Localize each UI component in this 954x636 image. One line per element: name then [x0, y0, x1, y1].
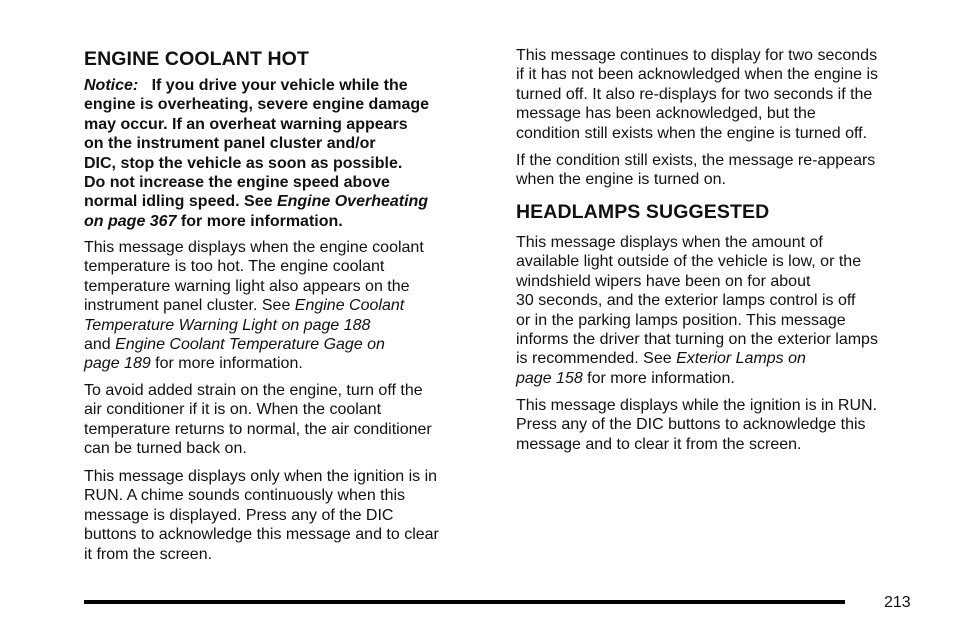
text-line: it from the screen. [84, 545, 213, 563]
cross-reference-link[interactable]: page 189 [84, 355, 151, 373]
notice-block [84, 76, 429, 231]
text-line: temperature returns to normal, the air conditioner [84, 420, 432, 438]
section-heading-headlamps-suggested: HEADLAMPS SUGGESTED [516, 201, 770, 223]
paragraph-ignition-chime [84, 467, 439, 564]
text-line: buttons to acknowledge this message and to clear [84, 526, 439, 544]
paragraph-headlamps-ignition [516, 396, 877, 454]
text-line: message has been acknowledged, but the [516, 105, 816, 123]
page-number: 213 [884, 594, 911, 611]
text-line: 30 seconds, and the exterior lamps control is off [516, 292, 856, 310]
text-line: and [84, 336, 116, 354]
text-line: turned off. It also re-displays for two seconds if the [516, 85, 873, 103]
text-line: message and to clear it from the screen. [516, 435, 802, 453]
text-line: To avoid added strain on the engine, turn off the [84, 382, 423, 399]
notice-label: Notice: [84, 77, 139, 94]
text-line: This message displays when the amount of [516, 234, 823, 251]
text-line: windshield wipers have been on for about [516, 272, 811, 290]
text-line: This message continues to display for two seconds [516, 47, 878, 64]
notice-line: engine is overheating, severe engine damage [84, 96, 430, 114]
notice-line: Do not increase the engine speed above [84, 174, 390, 192]
paragraph-air-conditioner [84, 381, 432, 459]
cross-reference-link[interactable]: Engine Coolant [294, 297, 405, 315]
cross-reference-link[interactable]: Exterior Lamps on [676, 350, 806, 368]
text-line: This message displays only when the ignition is in [84, 468, 438, 485]
notice-line: for more information. [176, 212, 343, 230]
text-line: is recommended. See [516, 350, 677, 368]
cross-reference-link[interactable]: Engine Overheating [276, 193, 429, 211]
text-line: condition still exists when the engine is turned off. [516, 124, 868, 142]
footer-rule [84, 600, 845, 604]
notice-line: If you drive your vehicle while the [151, 77, 408, 94]
text-line: RUN. A chime sounds continuously when this [84, 487, 406, 505]
cross-reference-link[interactable]: page 158 [516, 369, 583, 387]
notice-line: normal idling speed. See [84, 193, 277, 211]
cross-reference-link[interactable]: Engine Coolant Temperature Gage on [115, 336, 385, 354]
text-line: informs the driver that turning on the exterior lamps [516, 331, 878, 349]
cross-reference-link[interactable]: on page 367 [84, 212, 177, 230]
notice-line: on the instrument panel cluster and/or [84, 135, 376, 153]
paragraph-coolant-description [84, 238, 424, 374]
notice-line: may occur. If an overheat warning appears [84, 115, 408, 133]
paragraph-condition-still-exists [516, 151, 875, 190]
text-line: for more information. [150, 355, 303, 373]
text-line: can be turned back on. [84, 440, 247, 458]
text-line: temperature is too hot. The engine coolant [84, 258, 385, 276]
text-line: message is displayed. Press any of the DIC [84, 506, 394, 524]
paragraph-headlamps-description [516, 233, 878, 388]
text-line: This message displays when the engine coolant [84, 239, 424, 256]
text-line: temperature warning light also appears on the [84, 277, 410, 295]
text-line: when the engine is turned on. [516, 171, 726, 189]
section-heading-engine-coolant-hot: ENGINE COOLANT HOT [84, 48, 309, 70]
cross-reference-link[interactable]: Temperature Warning Light on page 188 [84, 316, 371, 334]
text-line: for more information. [582, 369, 735, 387]
text-line: instrument panel cluster. See [84, 297, 295, 315]
notice-line: DIC, stop the vehicle as soon as possible. [84, 154, 403, 172]
paragraph-message-continues [516, 46, 878, 143]
text-line: if it has not been acknowledged when the engine is [516, 66, 879, 84]
text-line: Press any of the DIC buttons to acknowledge this [516, 416, 866, 434]
text-line: air conditioner if it is on. When the coolant [84, 401, 382, 419]
text-line: This message displays while the ignition is in RUN. [516, 397, 878, 414]
text-line: available light outside of the vehicle is low, or the [516, 253, 862, 271]
text-line: or in the parking lamps position. This message [516, 311, 846, 329]
text-line: If the condition still exists, the message re-appears [516, 152, 876, 169]
